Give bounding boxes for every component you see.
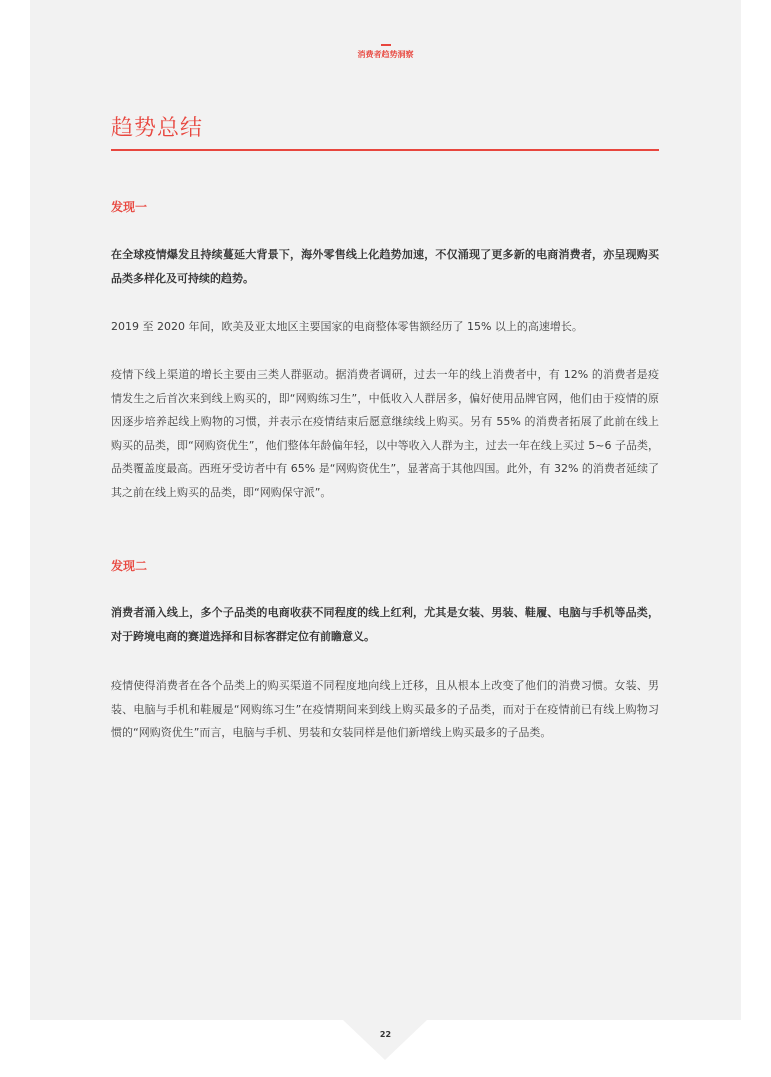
finding-1-paragraph-2: 2019 至 2020 年间，欧美及亚太地区主要国家的电商整体零售额经历了 15% 以上的高速增长。 (111, 320, 583, 333)
page-number: 22 (379, 1030, 392, 1039)
header-dash (381, 44, 391, 46)
title-underline (111, 149, 659, 151)
finding-2-summary: 消费者涌入线上，多个子品类的电商收获不同程度的线上红利，尤其是女装、男装、鞋履、电脑与手机等品类，对于跨境电商的赛道选择和目标客群定位有前瞻意义。 (111, 606, 659, 643)
finding-1-summary: 在全球疫情爆发且持续蔓延大背景下，海外零售线上化趋势加速，不仅涌现了更多新的电商消费者，亦呈现购买品类多样化及可持续的趋势。 (111, 248, 659, 285)
finding-heading-1: 发现一 (111, 200, 148, 214)
section-title: 趋势总结 (111, 116, 204, 141)
page-panel (30, 0, 741, 1020)
header-label: 消费者趋势洞察 (357, 50, 414, 59)
finding-1-paragraph-3: 疫情下线上渠道的增长主要由三类人群驱动。据消费者调研，过去一年的线上消费者中，有 12% 的消费者是疫情发生之后首次来到线上购买的，即“网购练习生”，中低收入人群居多，偏好使用品牌官网，他们由于疫情的原因逐步培养起线上购物的习惯，并表示在疫情结束后愿意继续线上购买。另有 55% 的消费者拓展了此前在线上购买的品类，即“网购资优生”，他们整体年龄偏年轻，以中等收入人群为主，过去一年在线上买过 5~6 子品类，品类覆盖度最高。西班牙受访者中有 65% 是“网购资优生”，显著高于其他四国。此外，有 32% 的消费者延续了其之前在线上购买的品类，即“网购保守派”。 (111, 368, 659, 499)
finding-2-paragraph-2: 疫情使得消费者在各个品类上的购买渠道不同程度地向线上迁移，且从根本上改变了他们的消费习惯。女装、男装、电脑与手机和鞋履是“网购练习生”在疫情期间来到线上购买最多的子品类，而对于在疫情前已有线上购物习惯的“网购资优生”而言，电脑与手机、男装和女装同样是他们新增线上购买最多的子品类。 (111, 679, 659, 739)
finding-heading-2: 发现二 (111, 559, 148, 573)
